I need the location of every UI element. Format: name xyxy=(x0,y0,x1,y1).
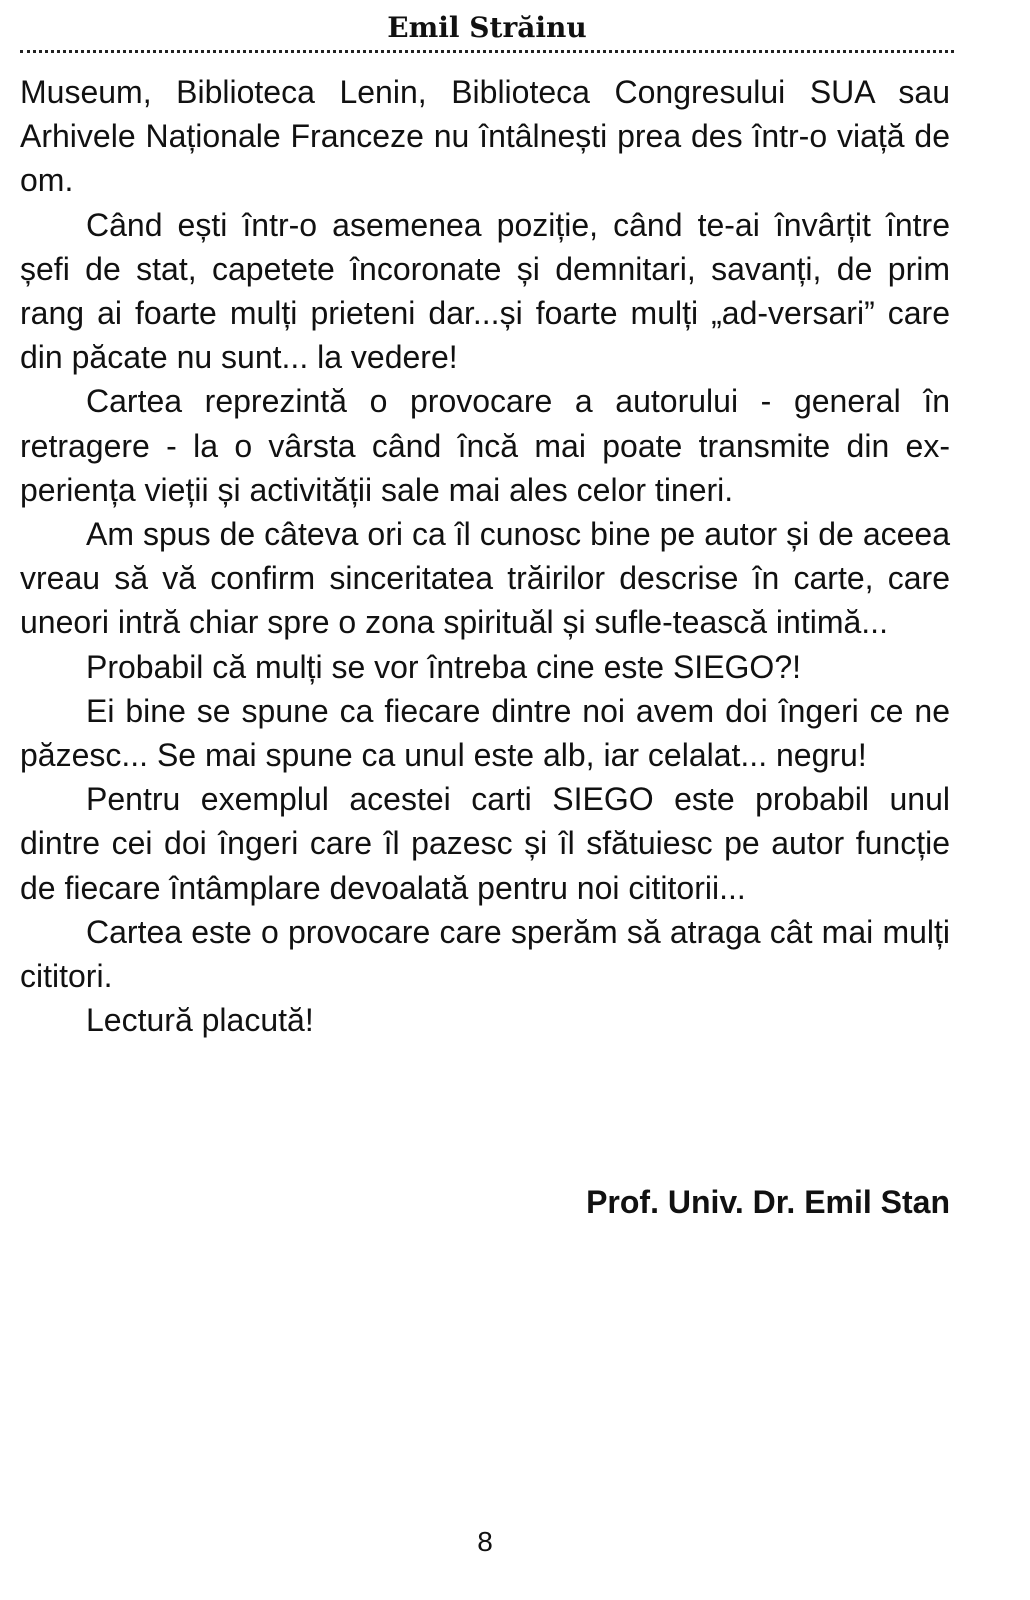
paragraph: Cartea reprezintă o provocare a autorului - general în retragere - la o vârsta când încă mai poate transmite din ex-periența vieții și activității sale mai ales celor tineri. xyxy=(20,383,950,508)
paragraph: Probabil că mulți se vor întreba cine este SIEGO?! xyxy=(86,648,801,685)
page-body-text xyxy=(20,70,950,1042)
header-dotted-rule xyxy=(20,50,954,53)
paragraph: Când ești într-o asemenea poziție, când te-ai învârțit între șefi de stat, capetete încoronate și demnitari, savanți, de prim rang ai foarte mulți prieteni dar...și foarte mulți „ad-versari” care din păcate nu sunt... la vedere! xyxy=(20,206,950,376)
paragraph: Am spus de câteva ori ca îl cunosc bine pe autor și de aceea vreau să vă confirm sinceritatea trăirilor descrise în carte, care uneori intră chiar spre o zona spirituăl și sufle-tească intimă... xyxy=(20,516,950,641)
paragraph-continued: Museum, Biblioteca Lenin, Biblioteca Congresului SUA sau Arhivele Naționale Franceze nu întâlnești prea des într-o viață de om. xyxy=(20,74,950,199)
paragraph: Ei bine se spune ca fiecare dintre noi avem doi îngeri ce ne păzesc... Se mai spune ca unul este alb, iar celalat... negru! xyxy=(20,692,950,774)
running-header-title: Emil Străinu xyxy=(387,11,587,44)
paragraph: Cartea este o provocare care sperăm să atraga cât mai mulți cititori. xyxy=(20,913,950,995)
author-signature: Prof. Univ. Dr. Emil Stan xyxy=(586,1184,950,1220)
paragraph: Lectură placută! xyxy=(86,1002,314,1039)
page-number: 8 xyxy=(477,1526,493,1557)
paragraph: Pentru exemplul acestei carti SIEGO este probabil unul dintre cei doi îngeri care îl pazesc și îl sfătuiesc pe autor funcție de fiecare întâmplare devoalată pentru noi cititorii... xyxy=(20,781,950,906)
